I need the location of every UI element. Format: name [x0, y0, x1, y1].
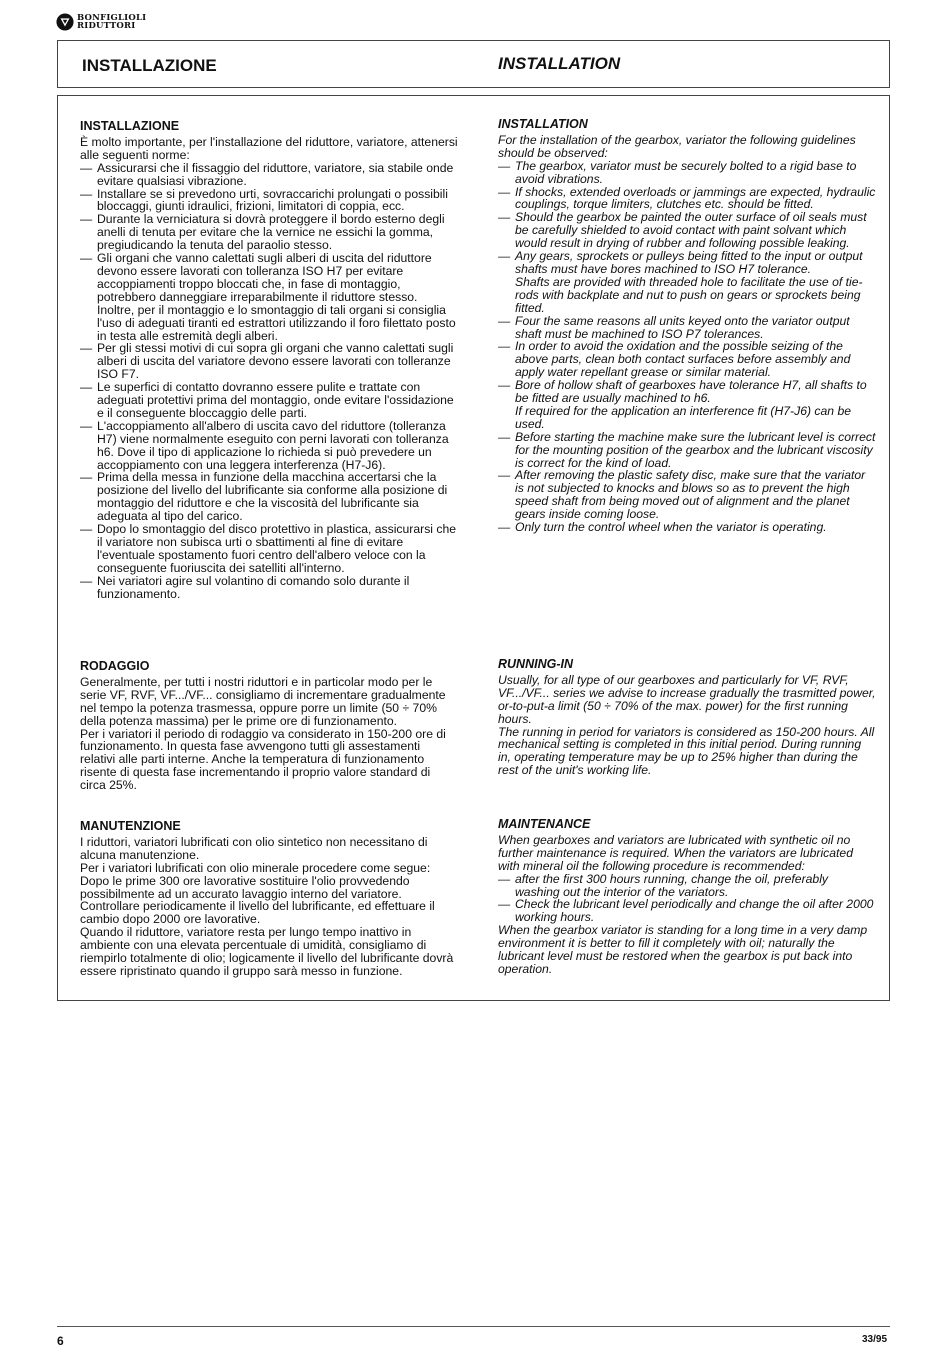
title-box — [57, 40, 890, 88]
paragraph: Per i variatori lubrificati con olio minerale procedere come segue: Dopo le prime 300 ore lavorative sostituire l'olio provvedendo possibilmente ad un accurato lavaggio interno del variatore. Controllare periodicamente il livello del lubrificante, ed effettuare il cambio dopo 2000 ore lavorative. — [80, 860, 435, 927]
list-item: — Per gli stessi motivi di cui sopra gli organi che vanno calettati sugli alberi di uscita del variatore devono essere lavorati con tolleranze ISO F7. — [80, 342, 458, 381]
paragraph: Per i variatori il periodo di rodaggio va considerato in 150-200 ore di funzionamento. In questa fase avvengono tutti gli assestamenti relativi alle parti interne. Anche la temperatura di funzionamento risente di questa fase incrementando il proprio valore standard di circa 25%. — [80, 726, 446, 793]
list-item: — Dopo lo smontaggio del disco protettivo in plastica, assicurarsi che il variatore non subisca urti o sbattimenti al fine di evitare l'eventuale spostamento fuori centro dell'albero veloce con la conseguente fuoriuscita dei satelliti all'interno. — [80, 523, 458, 575]
brand-name-line2: RIDUTTORI — [77, 21, 136, 31]
list-item: — after the first 300 hours running, change the oil, preferably washing out the interior of the variators. — [498, 873, 876, 899]
paragraph: The running in period for variators is considered as 150-200 hours. All mechanical setting is completed in this initial period. During running in, operating temperature may be up to 25% higher than during the rest of the unit's working life. — [498, 724, 875, 778]
section-intro: È molto importante, per l'installazione del riduttore, variatore, attenersi alle seguenti norme: — [80, 134, 458, 162]
page-title-english: INSTALLATION — [498, 54, 621, 73]
list-item: — Assicurarsi che il fissaggio del riduttore, variatore, sia stabile onde evitare qualsiasi vibrazione. — [80, 162, 458, 188]
english-installation-section — [498, 118, 876, 534]
list-item: — Four the same reasons all units keyed onto the variator output shaft must be machined to ISO P7 tolerances. — [498, 315, 876, 341]
list-item: — If shocks, extended overloads or jammings are expected, hydraulic couplings, torque limiters, clutches etc. should be fitted. — [498, 186, 876, 212]
document-code: 33/95 — [862, 1334, 888, 1345]
section-heading: INSTALLATION — [498, 117, 588, 131]
english-maintenance-section — [498, 818, 876, 976]
brand-name-line1: BONFIGLIOLI — [77, 12, 147, 23]
list-item: — Installare se si prevedono urti, sovraccarichi prolungati o possibili bloccaggi, giunti idraulici, frizioni, limitatori di coppia, ecc. — [80, 188, 458, 214]
italian-installation-section — [80, 120, 458, 601]
list-item: — In order to avoid the oxidation and the possible seizing of the above parts, clean both contact surfaces before assembly and apply water repellant grease or similar material. — [498, 340, 876, 379]
list-item-continuation: If required for the application an interference fit (H7-J6) can be used. — [515, 403, 852, 431]
paragraph: Quando il riduttore, variatore resta per lungo tempo inattivo in ambiente con una elevata percentuale di umidità, consigliamo di riempirlo totalmente di olio; logicamente il livello del lubrificante dovrà essere ripristinato quando il gruppo sarà messo in funzione. — [80, 925, 454, 978]
list-item: — Should the gearbox be painted the outer surface of oil seals must be carefully shielded to avoid contact with paint solvant which would result in drying of rubber and following possible leaking. — [498, 211, 876, 250]
list-item: — Le superfici di contatto dovranno essere pulite e trattate con adeguati protettivi prima del montaggio, onde evitare l'ossidazione e il conseguente bloccaggio delle parti. — [80, 381, 458, 420]
paragraph: When gearboxes and variators are lubricated with synthetic oil no further maintenance is required. When the variators are lubricated with mineral oil the following procedure is recommended: — [498, 832, 853, 873]
list-item: — After removing the plastic safety disc, make sure that the variator is not subjected to knocks and blows so as to prevent the high speed shaft from being moved out of alignment and the planet gears inside coming loose. — [498, 469, 876, 521]
section-heading: MAINTENANCE — [498, 817, 591, 831]
paragraph: Generalmente, per tutti i nostri riduttori e in particolar modo per le serie VF, RVF, VF.../VF... consigliamo di incrementare gradualmente nel tempo la potenza trasmessa, oppure porre un limite (50 ÷ 70% della potenza massima) per le prime ore di funzionamento. — [80, 674, 446, 728]
section-heading: MANUTENZIONE — [80, 819, 181, 833]
paragraph: When the gearbox variator is standing for a long time in a very damp environment it is better to fill it completely with oil; naturally the lubricant level must be restored when the gearbox is put back into operation. — [498, 923, 868, 976]
footer-rule — [57, 1326, 890, 1327]
brand-emblem-icon — [56, 13, 74, 31]
brand-logo — [56, 13, 146, 31]
list-item: — Only turn the control wheel when the variator is operating. — [498, 521, 876, 534]
section-heading: INSTALLAZIONE — [80, 119, 180, 133]
list-item-continuation: Shafts are provided with threaded hole to facilitate the use of tie-rods with backplate and nut to push on gears or sprockets being fitted. — [515, 274, 863, 315]
paragraph: Usually, for all type of our gearboxes and particularly for VF, RVF, VF.../VF... series we advise to increase gradually the trasmitted power, or-to-put-a limit (50 ÷ 70% of the max. power) for the first running hours. — [498, 672, 876, 726]
list-item: — Durante la verniciatura si dovrà proteggere il bordo esterno degli anelli di tenuta per evitare che la vernice ne essichi la gomma, pregiudicando la tenuta del paraolio stesso. — [80, 213, 458, 252]
english-running-in-section — [498, 658, 876, 777]
list-item: — Bore of hollow shaft of gearboxes have tolerance H7, all shafts to be fitted are usually machined to h6. — [498, 379, 876, 405]
italian-manutenzione-section — [80, 820, 458, 978]
paragraph: I riduttori, variatori lubrificati con olio sintetico non necessitano di alcuna manutenzione. — [80, 834, 428, 862]
list-item: — Prima della messa in funzione della macchina accertarsi che la posizione del livello del lubrificante sia conforme alla posizione di montaggio del riduttore e che la viscosità del lubrificante sia adeguata al tipo del carico. — [80, 471, 458, 523]
list-item: — L'accoppiamento all'albero di uscita cavo del riduttore (tolleranza H7) viene normalmente eseguito con perni lavorati con tolleranza h6. Dove il tipo di applicazione lo richieda si può prevedere un accoppiamento con una leggera interferenza (H7-J6). — [80, 420, 458, 472]
list-item: — Any gears, sprockets or pulleys being fitted to the input or output shafts must have bores machined to ISO H7 tolerance. — [498, 250, 876, 276]
list-item: — Check the lubricant level periodically and change the oil after 2000 working hours. — [498, 898, 876, 924]
section-heading: RODAGGIO — [80, 659, 150, 673]
list-item: — Nei variatori agire sul volantino di comando solo durante il funzionamento. — [80, 575, 458, 601]
page-title-italian: INSTALLAZIONE — [82, 56, 217, 75]
list-item: — Before starting the machine make sure the lubricant level is correct for the mounting position of the gearbox and the lubricant viscosity is correct for the kind of load. — [498, 431, 876, 470]
italian-rodaggio-section — [80, 660, 458, 792]
page-number: 6 — [57, 1334, 64, 1348]
list-item: — The gearbox, variator must be securely bolted to a rigid base to avoid vibrations. — [498, 160, 876, 186]
section-heading: RUNNING-IN — [498, 657, 573, 671]
section-intro: For the installation of the gearbox, variator the following guidelines should be observed: — [498, 132, 856, 160]
list-item: — Gli organi che vanno calettati sugli alberi di uscita del riduttore devono essere lavorati con tolleranza ISO H7 per evitare accoppiamenti troppo bloccati che, in fase di montaggio, potrebbero danneggiare irreparabilmente il riduttore stesso. Inoltre, per il montaggio e lo smontaggio di tali organi si consiglia l'uso di adeguati tiranti ed estrattori utilizzando il foro filettato posto in testa alle estremità degli alberi. — [80, 252, 458, 342]
